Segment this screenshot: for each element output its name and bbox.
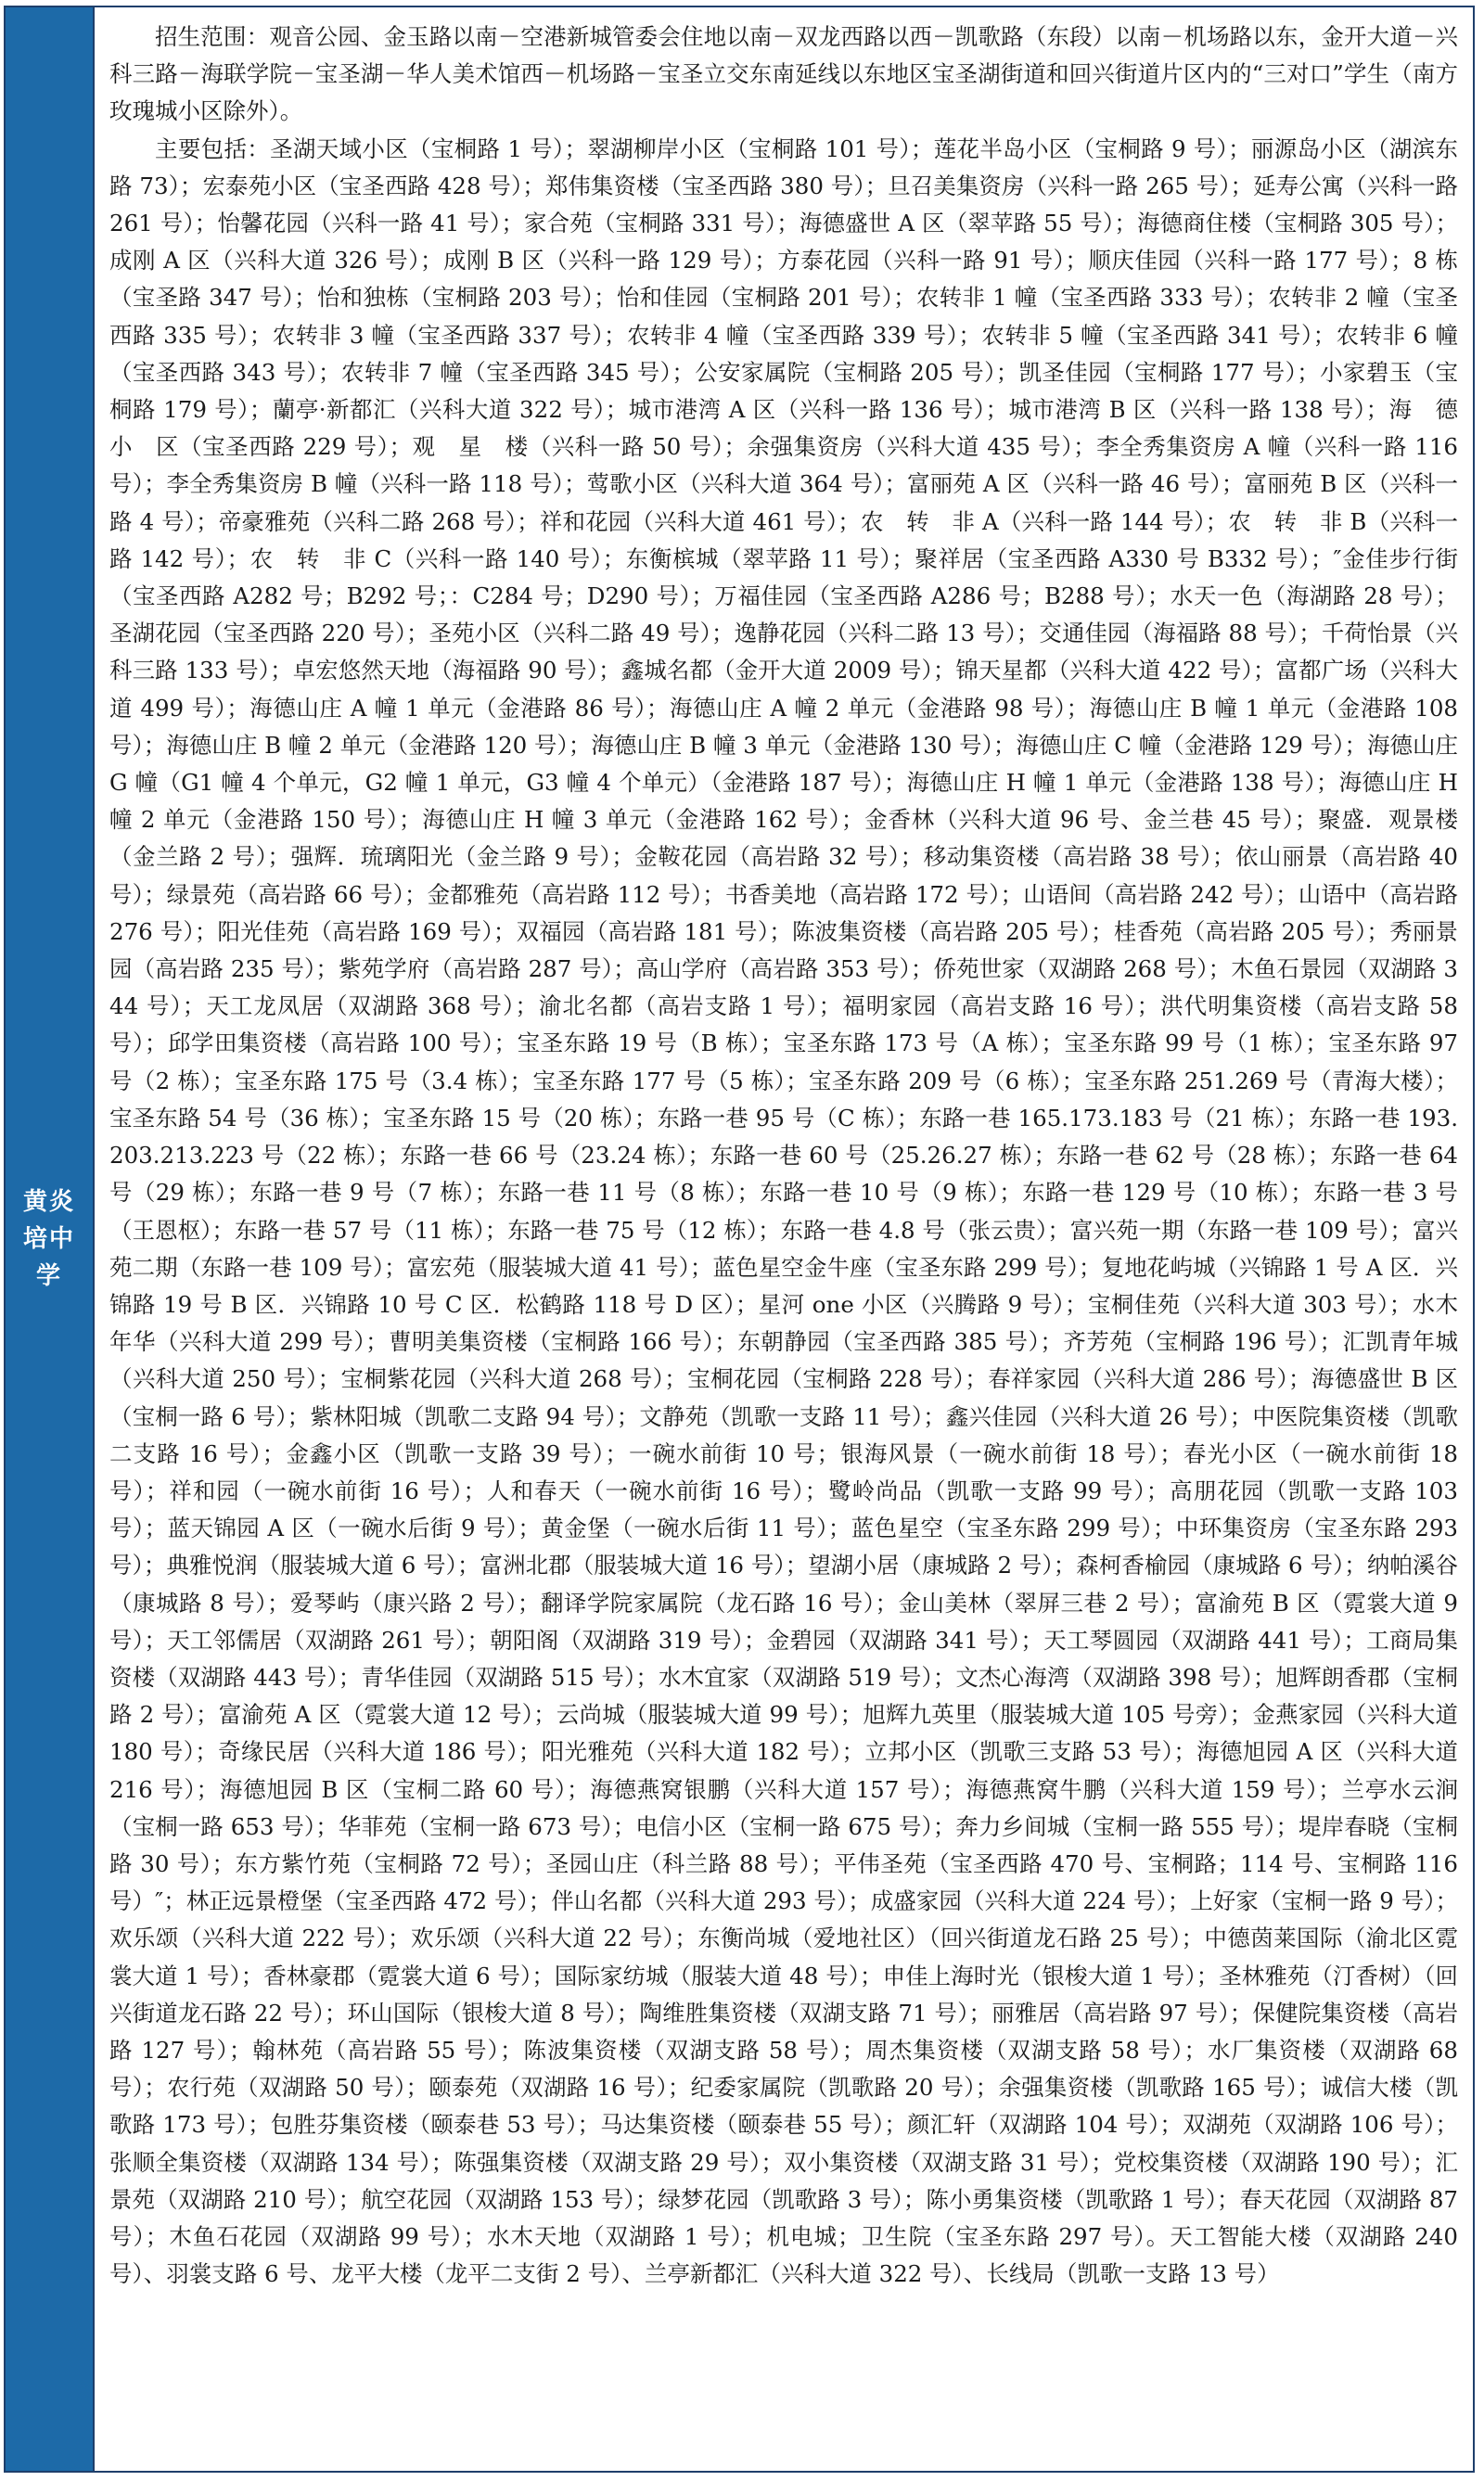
school-zone-table [4,6,1481,2473]
enrollment-scope-paragraph: 招生范围：观音公园、金玉路以南－空港新城管委会住地以南－双龙西路以西－凯歌路（东段）以南－机场路以东，金开大道－兴科三路－海联学院－宝圣湖－华人美术馆西－机场路－宝圣立交东南延线以东地区宝圣湖街道和回兴街道片区内的“三对口”学生（南方玫瑰城小区除外）。 [109,23,1458,125]
school-name: 黄炎培中学 [22,1188,75,1290]
included-communities-paragraph: 主要包括：圣湖天域小区（宝桐路 1 号）；翠湖柳岸小区（宝桐路 101 号）；莲花半岛小区（宝桐路 9 号）；丽源岛小区（湖滨东路 73）；宏泰苑小区（宝圣西路 428 号）；郑伟集资楼（宝圣西路 380 号）；旦召美集资房（兴科一路 265 号）；延寿公寓（兴科一路 261 号）；怡馨花园（兴科一路 41 号）；家合苑（宝桐路 331 号）；海德盛世 A 区（翠苹路 55 号）；海德商住楼（宝桐路 305 号）；成刚 A 区（兴科大道 326 号）；成刚 B 区（兴科一路 129 号）；方泰花园（兴科一路 91 号）；顺庆佳园（兴科一路 177 号）；8 栋（宝圣路 347 号）；怡和独栋（宝桐路 203 号）；怡和佳园（宝桐路 201 号）；农转非 1 幢（宝圣西路 333 号）；农转非 2 幢（宝圣西路 335 号）；农转非 3 幢（宝圣西路 337 号）；农转非 4 幢（宝圣西路 339 号）；农转非 5 幢（宝圣西路 341 号）；农转非 6 幢（宝圣西路 343 号）；农转非 7 幢（宝圣西路 345 号）；公安家属院（宝桐路 205 号）；凯圣佳园（宝桐路 177 号）；小家碧玉（宝桐路 179 号）；蘭亭·新都汇（兴科大道 322 号）；城市港湾 A 区（兴科一路 136 号）；城市港湾 B 区（兴科一路 138 号）；海 德 小 区（宝圣西路 229 号）；观 星 楼（兴科一路 50 号）；余强集资房（兴科大道 435 号）；李全秀集资房 A 幢（兴科一路 116 号）；李全秀集资房 B 幢（兴科一路 118 号）；莺歌小区（兴科大道 364 号）；富丽苑 A 区（兴科一路 46 号）；富丽苑 B 区（兴科一路 4 号）；帝豪雅苑（兴科二路 268 号）；祥和花园（兴科大道 461 号）；农 转 非 A（兴科一路 144 号）；农 转 非 B（兴科一路 142 号）；农 转 非 C（兴科一路 140 号）；东衡槟城（翠苹路 11 号）；聚祥居（宝圣西路 A330 号 B332 号）；″金佳步行街（宝圣西路 A282 号；B292 号；：C284 号；D290 号）；万福佳园（宝圣西路 A286 号；B288 号）；水天一色（海湖路 28 号）；圣湖花园（宝圣西路 220 号）；圣苑小区（兴科二路 49 号）；逸静花园（兴科二路 13 号）；交通佳园（海福路 88 号）；千荷怡景（兴科三路 133 号）；卓宏悠然天地（海福路 90 号）；鑫城名都（金开大道 2009 号）；锦天星都（兴科大道 422 号）；富都广场（兴科大道 499 号）；海德山庄 A 幢 1 单元（金港路 86 号）；海德山庄 A 幢 2 单元（金港路 98 号）；海德山庄 B 幢 1 单元（金港路 108 号）；海德山庄 B 幢 2 单元（金港路 120 号）；海德山庄 B 幢 3 单元（金港路 130 号）；海德山庄 C 幢（金港路 129 号）；海德山庄 G 幢（G1 幢 4 个单元，G2 幢 1 单元，G3 幢 4 个单元）（金港路 187 号）；海德山庄 H 幢 1 单元（金港路 138 号）；海德山庄 H 幢 2 单元（金港路 150 号）；海德山庄 H 幢 3 单元（金港路 162 号）；金香林（兴科大道 96 号、金兰巷 45 号）；聚盛．观景楼（金兰路 2 号）；强辉．琉璃阳光（金兰路 9 号）；金鞍花园（高岩路 32 号）；移动集资楼（高岩路 38 号）；依山丽景（高岩路 40 号）；绿景苑（高岩路 66 号）；金都雅苑（高岩路 112 号）；书香美地（高岩路 172 号）；山语间（高岩路 242 号）；山语中（高岩路 276 号）；阳光佳苑（高岩路 169 号）；双福园（高岩路 181 号）；陈波集资楼（高岩路 205 号）；桂香苑（高岩路 205 号）；秀丽景园（高岩路 235 号）；紫苑学府（高岩路 287 号）；高山学府（高岩路 353 号）；侨苑世家（双湖路 268 号）；木鱼石景园（双湖路 344 号）；天工龙凤居（双湖路 368 号）；渝北名都（高岩支路 1 号）；福明家园（高岩支路 16 号）；洪代明集资楼（高岩支路 58 号）；邱学田集资楼（高岩路 100 号）；宝圣东路 19 号（B 栋）；宝圣东路 173 号（A 栋）；宝圣东路 99 号（1 栋）；宝圣东路 97 号（2 栋）；宝圣东路 175 号（3.4 栋）；宝圣东路 177 号（5 栋）；宝圣东路 209 号（6 栋）；宝圣东路 251.269 号（青海大楼）；宝圣东路 54 号（36 栋）；宝圣东路 15 号（20 栋）；东路一巷 95 号（C 栋）；东路一巷 165.173.183 号（21 栋）；东路一巷 193.203.213.223 号（22 栋）；东路一巷 66 号（23.24 栋）；东路一巷 60 号（25.26.27 栋）；东路一巷 62 号（28 栋）；东路一巷 64 号（29 栋）；东路一巷 9 号（7 栋）；东路一巷 11 号（8 栋）；东路一巷 10 号（9 栋）；东路一巷 129 号（10 栋）；东路一巷 3 号（王恩枢）；东路一巷 57 号（11 栋）；东路一巷 75 号（12 栋）；东路一巷 4.8 号（张云贵）；富兴苑一期（东路一巷 109 号）；富兴苑二期（东路一巷 109 号）；富宏苑（服装城大道 41 号）；蓝色星空金牛座（宝圣东路 299 号）；复地花屿城（兴锦路 1 号 A 区．兴锦路 19 号 B 区．兴锦路 10 号 C 区．松鹤路 118 号 D 区）；星河 one 小区（兴腾路 9 号）；宝桐佳苑（兴科大道 303 号）；水木年华（兴科大道 299 号）；曹明美集资楼（宝桐路 166 号）；东朝静园（宝圣西路 385 号）；齐芳苑（宝桐路 196 号）；汇凯青年城（兴科大道 250 号）；宝桐紫花园（兴科大道 268 号）；宝桐花园（宝桐路 228 号）；春祥家园（兴科大道 286 号）；海德盛世 B 区（宝桐一路 6 号）；紫林阳城（凯歌二支路 94 号）；文静苑（凯歌一支路 11 号）；鑫兴佳园（兴科大道 26 号）；中医院集资楼（凯歌二支路 16 号）；金鑫小区（凯歌一支路 39 号）；一碗水前街 10 号；银海风景（一碗水前街 18 号）；春光小区（一碗水前街 18 号）；祥和园（一碗水前街 16 号）；人和春天（一碗水前街 16 号）；鹭岭尚品（凯歌一支路 99 号）；高朋花园（凯歌一支路 103 号）；蓝天锦园 A 区（一碗水后街 9 号）；黄金堡（一碗水后街 11 号）；蓝色星空（宝圣东路 299 号）；中环集资房（宝圣东路 293 号）；典雅悦润（服装城大道 6 号）；富洲北郡（服装城大道 16 号）；望湖小居（康城路 2 号）；森柯香榆园（康城路 6 号）；纳帕溪谷（康城路 8 号）；爱琴屿（康兴路 2 号）；翻译学院家属院（龙石路 16 号）；金山美林（翠屏三巷 2 号）；富渝苑 B 区（霓裳大道 9 号）；天工邻儒居（双湖路 261 号）；朝阳阁（双湖路 319 号）；金碧园（双湖路 341 号）；天工琴圆园（双湖路 441 号）；工商局集资楼（双湖路 443 号）；青华佳园（双湖路 515 号）；水木宜家（双湖路 519 号）；文杰心海湾（双湖路 398 号）；旭辉朗香郡（宝桐路 2 号）；富渝苑 A 区（霓裳大道 12 号）；云尚城（服装城大道 99 号）；旭辉九英里（服装城大道 105 号旁）；金燕家园（兴科大道 180 号）；奇缘民居（兴科大道 186 号）；阳光雅苑（兴科大道 182 号）；立邦小区（凯歌三支路 53 号）；海德旭园 A 区（兴科大道 216 号）；海德旭园 B 区（宝桐二路 60 号）；海德燕窝银鹏（兴科大道 157 号）；海德燕窝牛鹏（兴科大道 159 号）；兰亭水云涧（宝桐一路 653 号）；华菲苑（宝桐一路 673 号）；电信小区（宝桐一路 675 号）；奔力乡间城（宝桐一路 555 号）；堤岸春晓（宝桐路 30 号）；东方紫竹苑（宝桐路 72 号）；圣园山庄（科兰路 88 号）；平伟圣苑（宝圣西路 470 号、宝桐路；114 号、宝桐路 116 号）″；林正远景橙堡（宝圣西路 472 号）；伴山名都（兴科大道 293 号）；成盛家园（兴科大道 224 号）；上好家（宝桐一路 9 号）；欢乐颂（兴科大道 222 号）；欢乐颂（兴科大道 22 号）；东衡尚城（爱地社区）（回兴街道龙石路 25 号）；中德茵莱国际（渝北区霓裳大道 1 号）；香林豪郡（霓裳大道 6 号）；国际家纺城（服装大道 48 号）；申佳上海时光（银梭大道 1 号）；圣林雅苑（汀香树）（回兴街道龙石路 22 号）；环山国际（银梭大道 8 号）；陶维胜集资楼（双湖支路 71 号）；丽雅居（高岩路 97 号）；保健院集资楼（高岩路 127 号）；翰林苑（高岩路 55 号）；陈波集资楼（双湖支路 58 号）；周杰集资楼（双湖支路 58 号）；水厂集资楼（双湖路 68 号）；农行苑（双湖路 50 号）；颐泰苑（双湖路 16 号）；纪委家属院（凯歌路 20 号）；余强集资楼（凯歌路 165 号）；诚信大楼（凯歌路 173 号）；包胜芬集资楼（颐泰巷 53 号）；马达集资楼（颐泰巷 55 号）；颜汇轩（双湖路 104 号）；双湖苑（双湖路 106 号）；张顺全集资楼（双湖路 134 号）；陈强集资楼（双湖支路 29 号）；双小集资楼（双湖支路 31 号）；党校集资楼（双湖路 190 号）；汇景苑（双湖路 210 号）；航空花园（双湖路 153 号）；绿梦花园（凯歌路 3 号）；陈小勇集资楼（凯歌路 1 号）；春天花园（双湖路 87 号）；木鱼石花园（双湖路 99 号）；水木天地（双湖路 1 号）；机电城；卫生院（宝圣东路 297 号）。天工智能大楼（双湖路 240 号）、羽裳支路 6 号、龙平大楼（龙平二支街 2 号）、兰亭新都汇（兴科大道 322 号）、长线局（凯歌一支路 13 号） [109,134,1481,2288]
school-name-cell [6,7,95,2471]
enrollment-range-cell [95,7,1481,2471]
